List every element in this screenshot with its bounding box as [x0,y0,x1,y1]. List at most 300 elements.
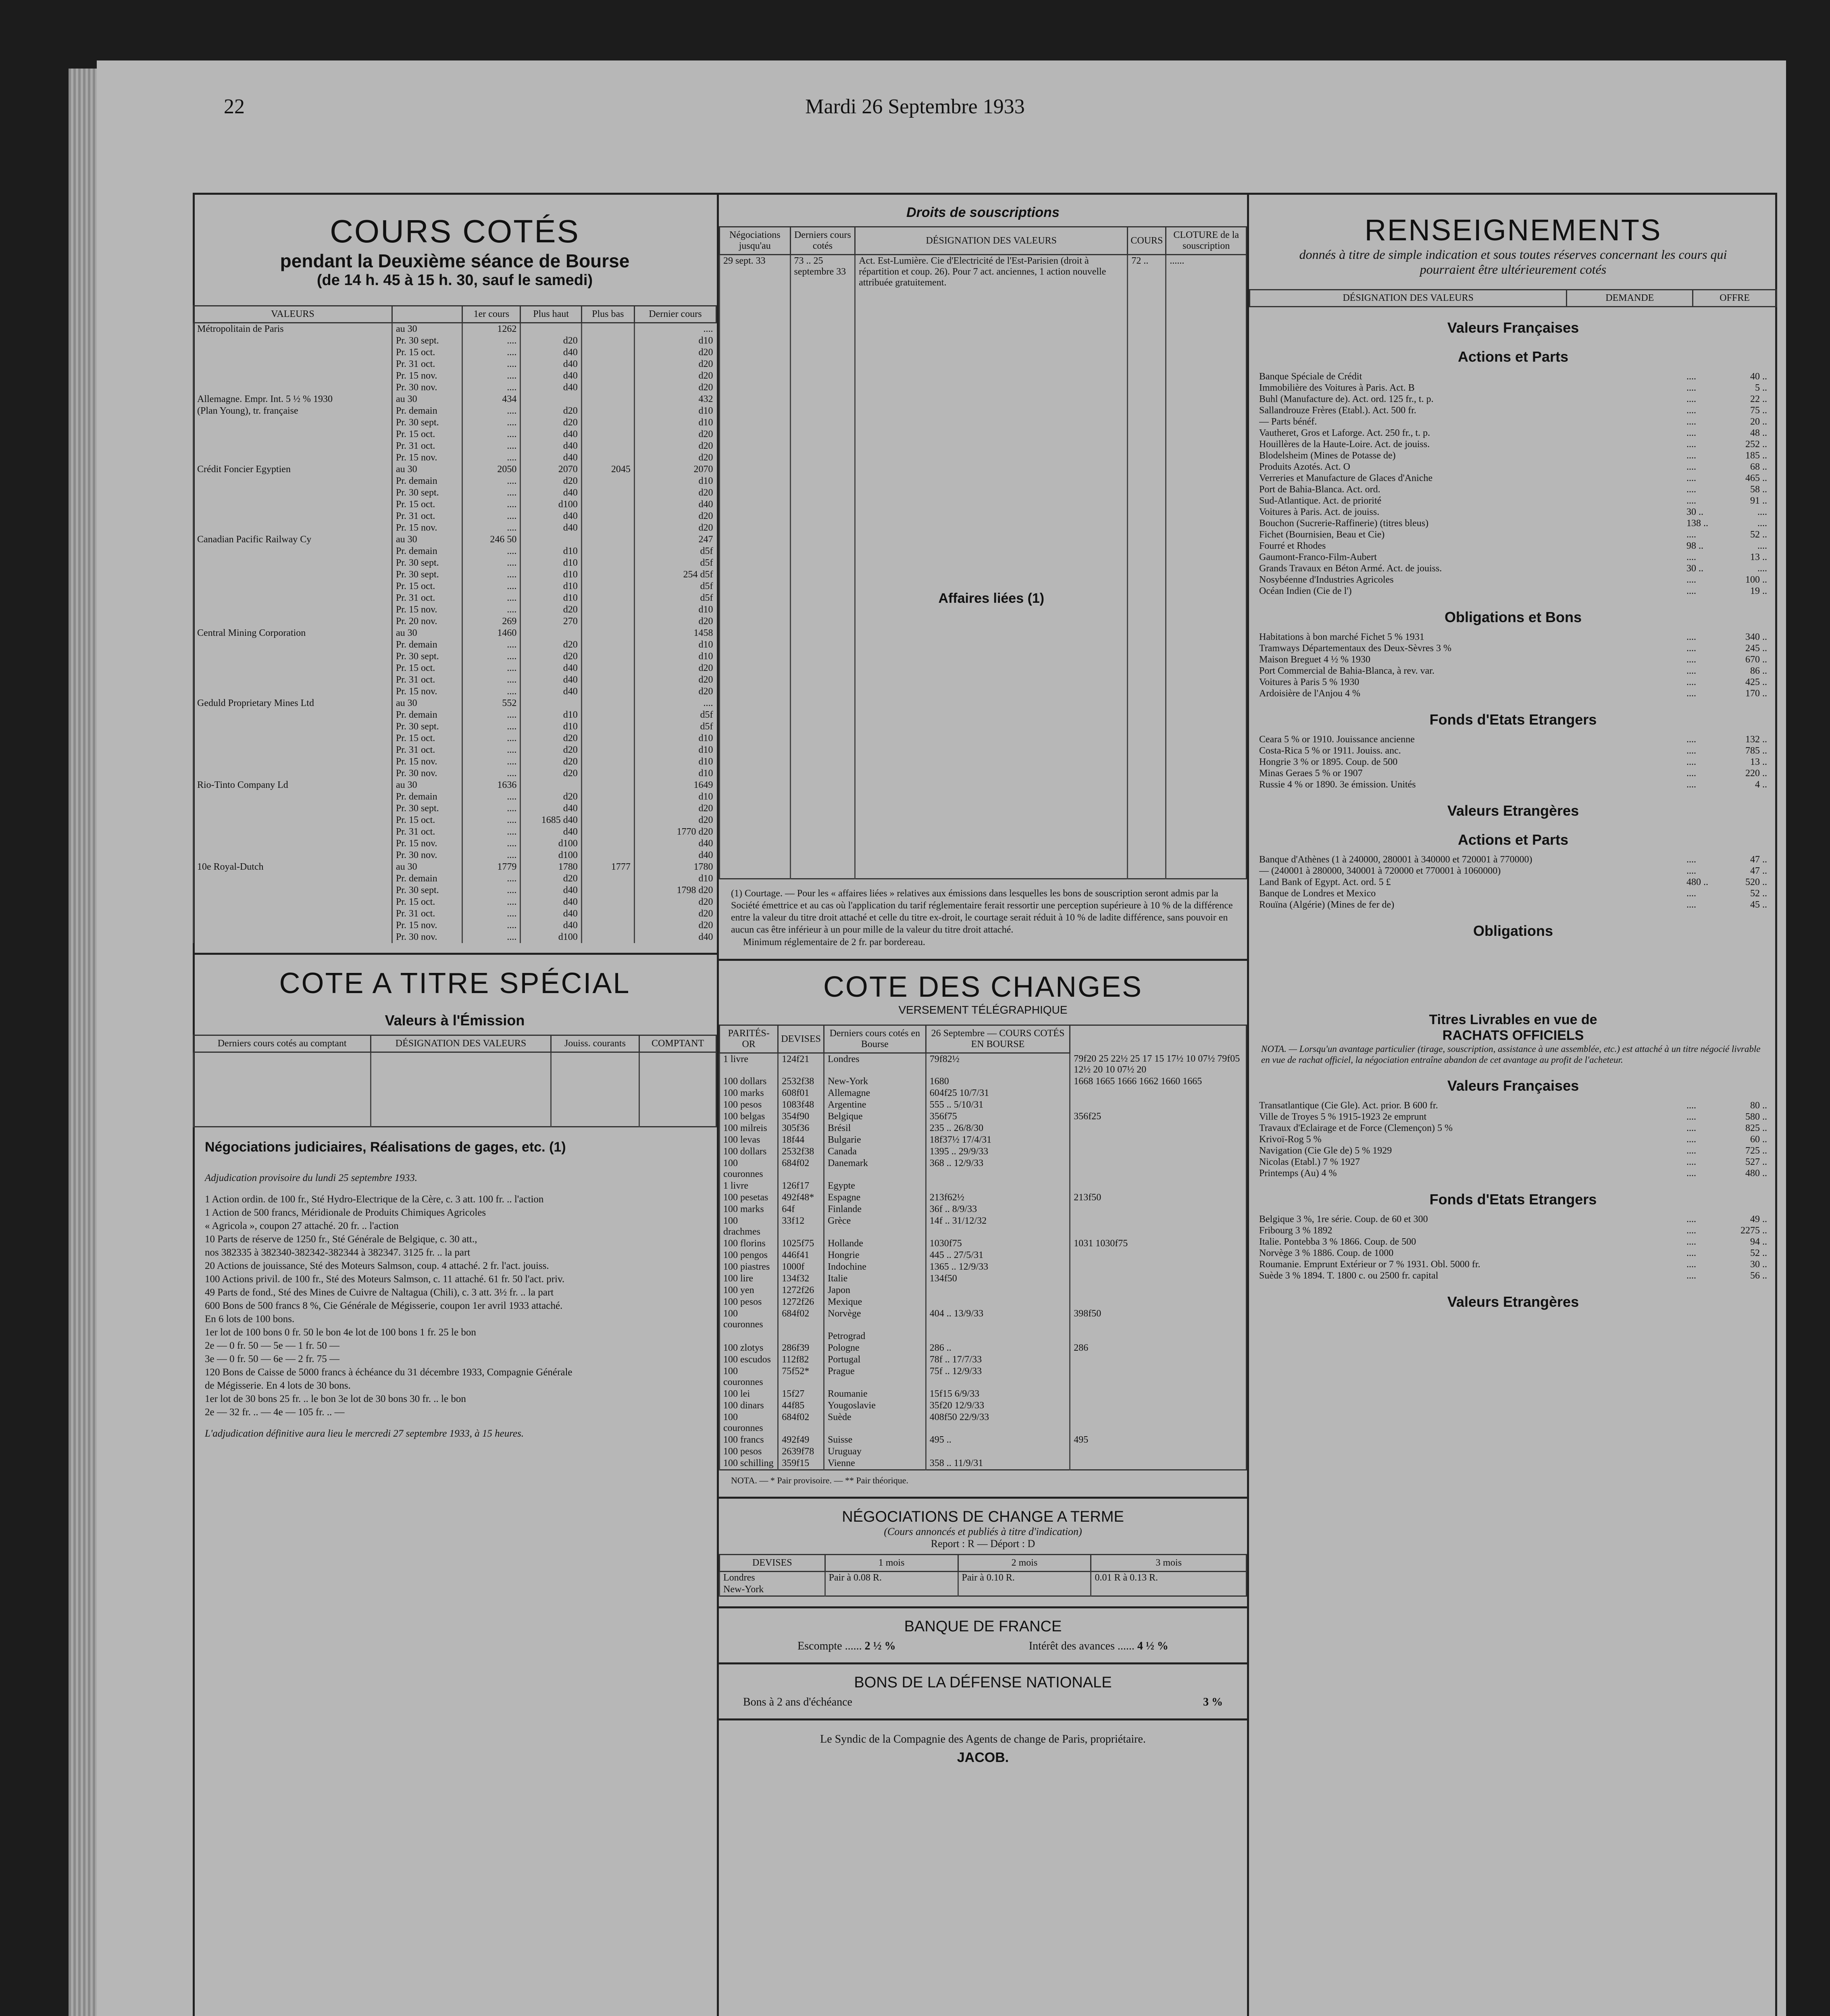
changes-cell: 1668 1665 1666 1662 1660 1665 [1070,1076,1247,1087]
changes-cell: 445 .. 27/5/31 [926,1250,1070,1261]
rachats-item-demande: .... [1686,1123,1696,1133]
rens-item [1259,416,1767,427]
cours-cell [194,569,392,581]
cours-cell: d20 [634,440,716,452]
changes-cell: 100 milreis [720,1123,778,1134]
cours-cell [581,546,634,557]
cours-cell: .... [462,358,520,370]
changes-cell: 213f50 [1070,1192,1247,1204]
changes-row [720,1285,1247,1296]
judiciaire-line: nos 382335 à 382340-382342-382344 à 382347. 3125 fr. .. la part [205,1247,471,1258]
cours-row [194,733,716,744]
rens-item [1259,461,1767,473]
changes-row [720,1400,1247,1412]
rens-item-offre: 19 .. [1750,586,1767,596]
rens-item-name: Land Bank of Egypt. Act. ord. 5 £ [1259,877,1391,887]
terme-cell: 0.01 R à 0.13 R. [1091,1571,1247,1584]
changes-cell [1070,1158,1247,1180]
changes-cell: 356f25 [1070,1111,1247,1123]
cours-cell [194,452,392,464]
cours-cell [581,569,634,581]
changes-cell [1070,1400,1247,1412]
changes-row [720,1273,1247,1285]
changes-cell [1070,1087,1247,1099]
rens-item [1259,865,1767,877]
rens-item-demande: .... [1686,586,1696,596]
rens-item-demande: .... [1686,866,1696,876]
cours-cell: au 30 [392,861,462,873]
cours-cell: d10 [634,873,716,885]
cours-cell: d40 [634,838,716,850]
rachats-item [1259,1236,1767,1248]
cours-cell: d20 [520,873,581,885]
changes-cell: 286 [1070,1342,1247,1354]
changes-cell: Portugal [824,1354,926,1366]
changes-cell: 100 piastres [720,1261,778,1273]
changes-cell [778,1331,824,1342]
cours-cell: d40 [634,931,716,943]
changes-cell: 1 livre [720,1180,778,1192]
judiciaire-line: 1er lot de 30 bons 25 fr. .. le bon 3e lot de 30 bons 30 fr. .. le bon [205,1393,466,1404]
cours-cell: .... [462,499,520,510]
rens-item-name: Fourré et Rhodes [1259,541,1326,551]
terme-header-1: 1 mois [825,1554,958,1571]
cours-cell [581,896,634,908]
cours-cell: d10 [634,733,716,744]
changes-cell [1070,1412,1247,1434]
cours-cell: 1777 [581,861,634,873]
cours-cell: d40 [520,662,581,674]
cours-cell: d20 [634,452,716,464]
droits-header-4: CLOTURE de la souscription [1166,227,1247,255]
cours-title: COURS COTÉS [330,213,580,249]
cours-cell [194,803,392,814]
cours-row [194,674,716,686]
courtage-note: (1) Courtage. — Pour les « affaires liées » relatives aux émissions dans lesquelles les bons de souscription seront admis par la Société émettrice et au cas où l'application du tarif réglementaire ferait ressortir une perception supérieure à 10 % de la différence entre la valeur du titre droit attaché et celle du titre ex-droit, le courtage serait réduit à 10 % de ladite différence, sans pouvoir en aucun cas être inférieur à un pour mille de la valeur du titre droit attaché. [731,888,1233,935]
cours-cell [581,698,634,709]
cours-cell [194,347,392,358]
changes-cell [1070,1215,1247,1238]
cours-cell: .... [462,452,520,464]
cours-cell: Pr. 15 oct. [392,896,462,908]
rens-item-name: Minas Geraes 5 % or 1907 [1259,768,1363,779]
changes-row [720,1180,1247,1192]
cours-table [193,305,717,943]
changes-cell: Roumanie [824,1388,926,1400]
column-cours-cotes [193,193,719,2016]
cours-cell: Pr. 31 oct. [392,744,462,756]
cours-header-2: 1er cours [462,306,520,323]
cours-cell: d10 [634,604,716,616]
rens-item-name: Océan Indien (Cie de l') [1259,586,1352,596]
changes-cell: 305f36 [778,1123,824,1134]
cours-row [194,510,716,522]
cours-cell: 1770 d20 [634,826,716,838]
changes-cell [1070,1250,1247,1261]
rachats-item-name: Fribourg 3 % 1892 [1259,1225,1332,1236]
cours-row [194,440,716,452]
droits-cell: 29 sept. 33 [720,255,791,319]
cours-cell: d10 [634,768,716,779]
cours-cell: 1685 d40 [520,814,581,826]
rachats-item [1259,1145,1767,1156]
changes-cell: 100 belgas [720,1111,778,1123]
cours-cell: d40 [520,803,581,814]
rens-item [1259,665,1767,677]
cours-cell [194,616,392,627]
rens-item [1259,779,1767,790]
rens-item [1259,529,1767,540]
cours-cell: d40 [520,510,581,522]
cours-cell [581,885,634,896]
rens-item-demande: 30 .. [1686,563,1703,574]
cours-cell: Pr. 15 oct. [392,499,462,510]
rens-item-demande: .... [1686,439,1696,450]
rachats-item [1259,1100,1767,1111]
judiciaires-title: Négociations judiciaires, Réalisations de gages, etc. (1) [205,1139,566,1155]
cours-cell: Crédit Foncier Egyptien [194,464,392,475]
rens-header-2: OFFRE [1693,290,1777,307]
cours-row [194,370,716,382]
rens-item-offre: 45 .. [1750,900,1767,910]
rens-item-demande: .... [1686,632,1696,642]
changes-cell: 408f50 22/9/33 [926,1412,1070,1434]
cours-cell: d20 [634,429,716,440]
rens-header-0: DÉSIGNATION DES VALEURS [1250,290,1567,307]
cours-row [194,522,716,534]
changes-cell: 358 .. 11/9/31 [926,1458,1070,1470]
rachats-item-name: Navigation (Cie Gle de) 5 % 1929 [1259,1145,1392,1156]
changes-header-0: PARITÉS-OR [720,1025,778,1053]
rachats-item-demande: .... [1686,1270,1696,1281]
cours-cell: Pr. 30 sept. [392,721,462,733]
rens-item-name: Banque de Londres et Mexico [1259,888,1376,899]
changes-cell: 608f01 [778,1087,824,1099]
cours-cell: .... [462,768,520,779]
changes-cell: 134f50 [926,1273,1070,1285]
changes-cell: 100 pesos [720,1446,778,1458]
rens-item-offre: 185 .. [1745,450,1767,461]
cours-header-1 [392,306,462,323]
changes-cell [1070,1134,1247,1146]
cours-cell: d20 [520,768,581,779]
changes-cell: 286 .. [926,1342,1070,1354]
cours-cell [194,814,392,826]
changes-row [720,1354,1247,1366]
changes-cell: 1025f75 [778,1238,824,1250]
cours-cell: d5f [634,592,716,604]
rachats-item-demande: .... [1686,1168,1696,1179]
changes-cell: 495 .. [926,1434,1070,1446]
cours-cell: .... [462,475,520,487]
changes-cell: Canada [824,1146,926,1158]
cours-row [194,651,716,662]
cours-cell [581,405,634,417]
rens-heading: Obligations [1473,923,1553,939]
rachats-item-offre: 30 .. [1750,1259,1767,1270]
cours-cell [581,323,634,335]
cours-row [194,698,716,709]
rens-item-offre: 220 .. [1745,768,1767,779]
rens-subheading: Actions et Parts [1457,348,1569,365]
cours-cell [581,581,634,592]
rens-item-offre: 91 .. [1750,496,1767,506]
rens-item-demande: .... [1686,428,1696,438]
special-header-1: DÉSIGNATION DES VALEURS [371,1035,551,1052]
cours-cell [194,417,392,429]
changes-header-1: DEVISES [778,1025,824,1053]
changes-cell: 78f .. 17/7/33 [926,1354,1070,1366]
cours-cell [194,908,392,920]
rens-heading: Fonds d'Etats Etrangers [1429,711,1597,728]
rens-item-offre: 47 .. [1750,866,1767,876]
rens-item-demande: .... [1686,394,1696,404]
cours-cell [194,896,392,908]
rachats-item [1259,1259,1767,1270]
cours-cell: d10 [634,651,716,662]
cours-cell: .... [462,744,520,756]
banque-title: BANQUE DE FRANCE [904,1618,1062,1635]
rens-item-offre: 52 .. [1750,529,1767,540]
judiciaire-line: En 6 lots de 100 bons. [205,1314,295,1325]
rens-item [1259,518,1767,529]
changes-cell [1070,1204,1247,1215]
cours-cell: .... [462,522,520,534]
cours-cell [194,744,392,756]
cours-cell: .... [462,814,520,826]
cours-cell: d40 [520,674,581,686]
changes-cell: 1395 .. 29/9/33 [926,1146,1070,1158]
rens-item-name: Houillères de la Haute-Loire. Act. de jouiss. [1259,439,1430,450]
cours-row [194,581,716,592]
rens-item-demande: .... [1686,575,1696,585]
rachats-item [1259,1111,1767,1123]
changes-cell: 100 yen [720,1285,778,1296]
changes-cell: 100 couronnes [720,1412,778,1434]
renseignements-title: RENSEIGNEMENTS [1364,213,1662,247]
cours-cell: 270 [520,616,581,627]
cours-cell [194,557,392,569]
cours-row [194,873,716,885]
affaires-liees: Affaires liées (1) [855,319,1128,879]
cours-cell: Pr. 15 nov. [392,756,462,768]
cours-cell: 10e Royal-Dutch [194,861,392,873]
rachats-item [1259,1225,1767,1236]
changes-row [720,1342,1247,1354]
rens-item [1259,688,1767,699]
droits-header-0: Négociations jusqu'au [720,227,791,255]
rens-item-name: Voitures à Paris 5 % 1930 [1259,677,1359,687]
cours-cell: .... [462,604,520,616]
rens-item-offre: 13 .. [1750,757,1767,767]
cours-cell [581,686,634,698]
cours-cell [520,534,581,546]
rens-item-demande: .... [1686,473,1696,483]
cours-cell: 2050 [462,464,520,475]
cours-cell: 2070 [520,464,581,475]
terme-cell: New-York [720,1584,825,1596]
rens-item-demande: .... [1686,371,1696,382]
rens-item-name: Ceara 5 % or 1910. Jouissance ancienne [1259,734,1415,745]
cours-cell: Pr. 30 sept. [392,557,462,569]
cours-cell: Pr. demain [392,405,462,417]
rens-item-name: Banque d'Athènes (1 à 240000, 280001 à 340000 et 720001 à 770000) [1259,854,1532,865]
cours-cell: d40 [520,370,581,382]
cours-cell [194,499,392,510]
changes-cell: 100 francs [720,1434,778,1446]
droits-cell: 73 .. 25 septembre 33 [790,255,855,319]
changes-cell: 79f82½ [926,1053,1070,1076]
cours-cell: au 30 [392,323,462,335]
changes-cell: 75f52* [778,1366,824,1388]
cours-cell: .... [462,908,520,920]
changes-title: COTE DES CHANGES [823,971,1143,1003]
changes-cell [1070,1366,1247,1388]
cours-cell: d40 [520,920,581,931]
cours-cell: d40 [520,885,581,896]
changes-cell: 495 [1070,1434,1247,1446]
cours-cell: 1780 [634,861,716,873]
rachats-item [1259,1168,1767,1179]
rens-item-offre: 75 .. [1750,405,1767,416]
rens-subheading: Actions et Parts [1457,831,1569,848]
rachats-item-name: Transatlantique (Cie Gle). Act. prior. B 600 fr. [1259,1100,1438,1111]
changes-subtitle: VERSEMENT TÉLÉGRAPHIQUE [898,1004,1068,1016]
cours-cell: .... [462,429,520,440]
cours-cell: d40 [520,358,581,370]
changes-cell: 404 .. 13/9/33 [926,1308,1070,1331]
changes-cell: 100 marks [720,1204,778,1215]
cours-cell [581,639,634,651]
cours-cell: .... [462,592,520,604]
rens-item [1259,552,1767,563]
cours-cell [581,814,634,826]
cours-row [194,546,716,557]
cours-cell [520,779,581,791]
rens-item [1259,899,1767,910]
rens-item-offre: 132 .. [1745,734,1767,745]
cours-cell: .... [462,440,520,452]
cours-cell [194,546,392,557]
cours-row [194,323,716,335]
rachats-item-name: Printemps (Au) 4 % [1259,1168,1337,1179]
cours-row [194,814,716,826]
rens-item-offre: 58 .. [1750,484,1767,495]
rens-item-name: Bouchon (Sucrerie-Raffinerie) (titres bleus) [1259,518,1429,529]
cours-cell: d20 [634,803,716,814]
cours-row [194,686,716,698]
cours-cell [194,429,392,440]
rachats-item-offre: 580 .. [1745,1112,1767,1122]
changes-cell: 35f20 12/9/33 [926,1400,1070,1412]
cours-cell [581,394,634,405]
changes-cell: 2532f38 [778,1146,824,1158]
changes-cell: Hongrie [824,1250,926,1261]
rachats-item-name: Nicolas (Etabl.) 7 % 1927 [1259,1157,1360,1167]
changes-cell [1070,1388,1247,1400]
cours-cell: d10 [634,791,716,803]
cours-cell: .... [462,370,520,382]
changes-cell: Belgique [824,1111,926,1123]
changes-cell: 235 .. 26/8/30 [926,1123,1070,1134]
changes-cell: Uruguay [824,1446,926,1458]
changes-cell [926,1180,1070,1192]
cours-cell [194,885,392,896]
rens-item-offre: 4 .. [1755,779,1767,790]
bons-value: 3 % [1203,1695,1223,1708]
changes-row [720,1053,1247,1076]
cours-cell: 254 d5f [634,569,716,581]
rachats-item-offre: 94 .. [1750,1237,1767,1247]
terme-table [719,1554,1247,1597]
rens-item-name: Tramways Départementaux des Deux-Sèvres 3 % [1259,643,1451,654]
cours-row [194,768,716,779]
changes-cell: 18f37½ 17/4/31 [926,1134,1070,1146]
changes-cell [1070,1180,1247,1192]
cours-cell: d20 [520,639,581,651]
cours-row [194,557,716,569]
changes-row [720,1261,1247,1273]
cours-row [194,417,716,429]
cours-cell [581,756,634,768]
rens-item-demande: .... [1686,768,1696,779]
rens-item-name: Ardoisière de l'Anjou 4 % [1259,688,1360,699]
banque-rates: Escompte ...... 2 ½ % Intérêt des avances ...... 4 ½ % [797,1639,1168,1652]
cours-header-3: Plus haut [520,306,581,323]
cours-cell: .... [462,639,520,651]
rens-item-name: Immobilière des Voitures à Paris. Act. B [1259,383,1415,393]
cours-cell [194,733,392,744]
cours-cell: Pr. 30 nov. [392,931,462,943]
cours-cell: 2070 [634,464,716,475]
rens-item [1259,540,1767,552]
droits-header-2: DÉSIGNATION DES VALEURS [855,227,1128,255]
cours-cell: .... [462,382,520,394]
rens-item [1259,756,1767,768]
rachats-item-offre: 825 .. [1745,1123,1767,1133]
cours-cell: d40 [520,429,581,440]
cours-cell [581,627,634,639]
rachats-heading: Fonds d'Etats Etrangers [1429,1191,1597,1208]
changes-cell [926,1285,1070,1296]
droits-table [719,226,1247,879]
cours-cell: d100 [520,499,581,510]
judiciaire-line: 1er lot de 100 bons 0 fr. 50 le bon 4e lot de 100 bons 1 fr. 25 le bon [205,1327,476,1338]
changes-cell: 100 marks [720,1087,778,1099]
terme-cell [1091,1584,1247,1596]
changes-cell: Italie [824,1273,926,1285]
changes-cell: 213f62½ [926,1192,1070,1204]
rens-item-name: Russie 4 % or 1890. 3e émission. Unités [1259,779,1416,790]
cours-cell [194,826,392,838]
cours-cell [581,452,634,464]
cours-cell [194,768,392,779]
changes-cell: 359f15 [778,1458,824,1470]
rens-item-name: Port de Bahia-Blanca. Act. ord. [1259,484,1380,495]
cours-subtitle: pendant la Deuxième séance de Bourse [280,250,630,271]
cours-cell: Pr. 30 nov. [392,382,462,394]
cours-cell [194,382,392,394]
cours-cell [581,768,634,779]
rens-item-demande: .... [1686,757,1696,767]
changes-row [720,1204,1247,1215]
changes-row [720,1076,1247,1087]
rens-item-name: Banque Spéciale de Crédit [1259,371,1362,382]
changes-cell: 354f90 [778,1111,824,1123]
judiciaire-line: 100 Actions privil. de 100 fr., Sté des Moteurs Salmson, c. 11 attaché. 61 fr. 50 l'act. priv. [205,1274,565,1285]
rens-item [1259,371,1767,382]
cours-cell: Pr. 30 sept. [392,569,462,581]
